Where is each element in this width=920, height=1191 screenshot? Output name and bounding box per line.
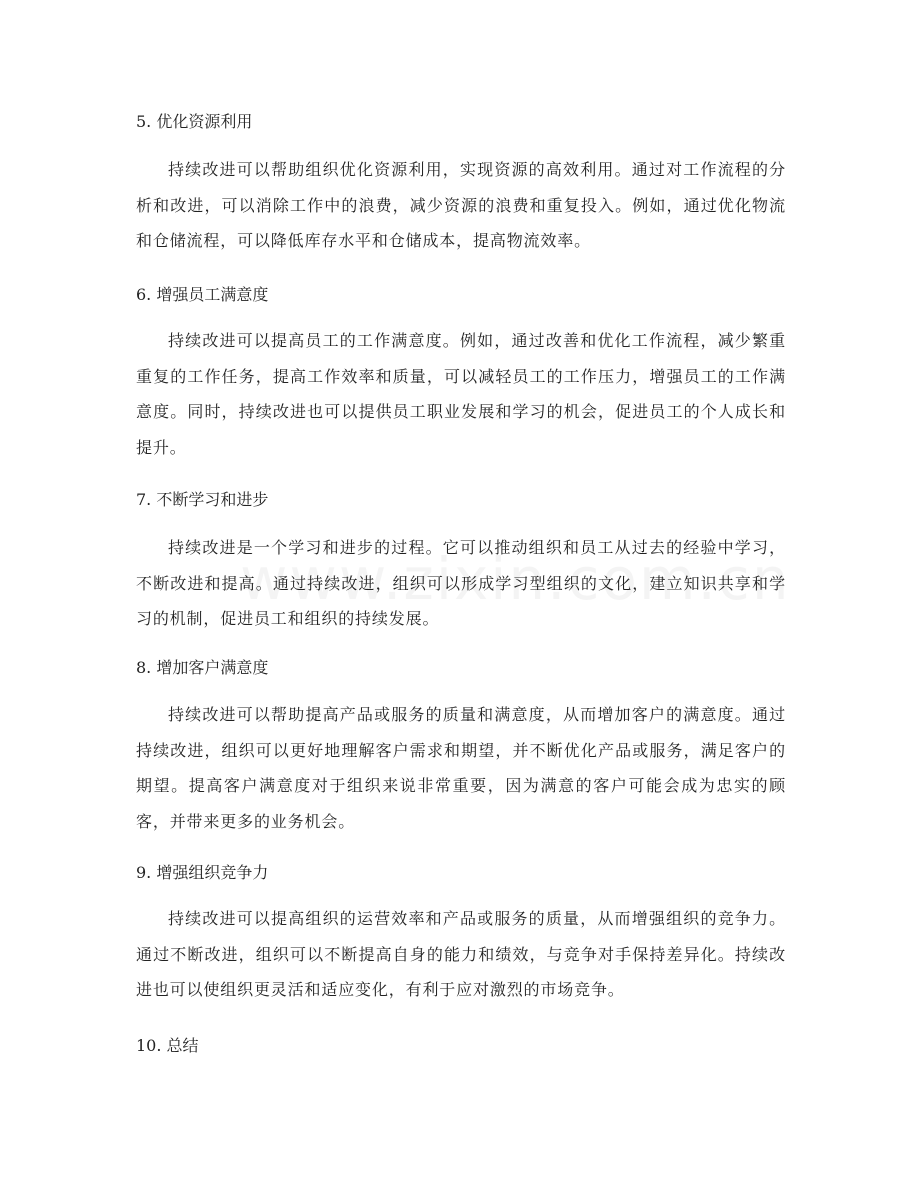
section-heading: 8. 增加客户满意度 — [136, 658, 269, 677]
section-paragraph: 持续改进可以帮助提高产品或服务的质量和满意度，从而增加客户的满意度。通过持续改进，组织可以更好地理解客户需求和期望，并不断优化产品或服务，满足客户的期望。提高客户满意度对于组织来说非常重要，因为满意的客户可能会成为忠实的顾客，并带来更多的业务机会。 — [136, 705, 786, 831]
section-paragraph: 持续改进可以提高员工的工作满意度。例如，通过改善和优化工作流程，减少繁重重复的工作任务，提高工作效率和质量，可以减轻员工的工作压力，增强员工的工作满意度。同时，持续改进也可以提供员工职业发展和学习的机会，促进员工的个人成长和提升。 — [136, 331, 786, 457]
section-heading: 7. 不断学习和进步 — [136, 490, 269, 509]
section-heading: 5. 优化资源利用 — [136, 112, 253, 131]
section-paragraph: 持续改进可以提高组织的运营效率和产品或服务的质量，从而增强组织的竞争力。通过不断改进，组织可以不断提高自身的能力和绩效，与竞争对手保持差异化。持续改进也可以使组织更灵活和适应变化，有利于应对激烈的市场竞争。 — [136, 909, 786, 999]
section-heading: 6. 增强员工满意度 — [136, 285, 269, 304]
section-heading: 9. 增强组织竞争力 — [136, 863, 269, 882]
section-paragraph: 持续改进是一个学习和进步的过程。它可以推动组织和员工从过去的经验中学习，不断改进和提高。通过持续改进，组织可以形成学习型组织的文化，建立知识共享和学习的机制，促进员工和组织的持续发展。 — [136, 538, 786, 628]
section-heading: 10. 总结 — [136, 1036, 199, 1055]
section-paragraph: 持续改进可以帮助组织优化资源利用，实现资源的高效利用。通过对工作流程的分析和改进，可以消除工作中的浪费，减少资源的浪费和重复投入。例如，通过优化物流和仓储流程，可以降低库存水平和仓储成本，提高物流效率。 — [136, 160, 786, 250]
